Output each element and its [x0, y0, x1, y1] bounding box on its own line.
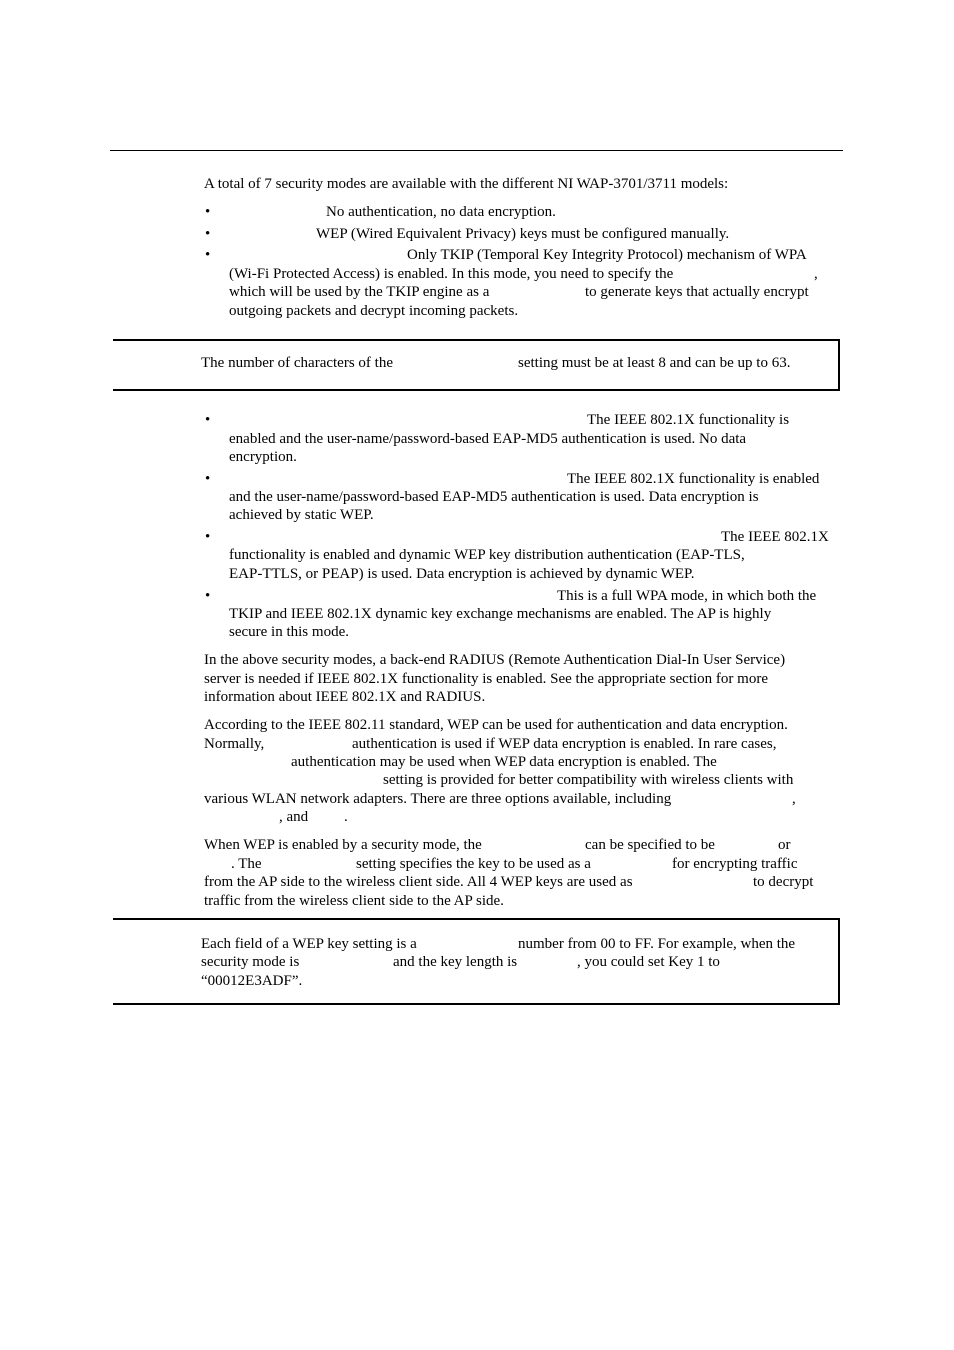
note-wep-key-text: “00012E3ADF”. — [201, 973, 303, 989]
mode-wpa-line: This is a full WPA mode, in which both the — [557, 588, 817, 604]
note-passphrase-text: setting must be at least 8 and can be up to 63. — [518, 355, 791, 371]
wep-line: or — [778, 837, 791, 853]
auth-line: authentication is used if WEP data encryption is enabled. In rare cases, — [352, 736, 777, 752]
mode-wpa-psk-line: (Wi-Fi Protected Access) is enabled. In this mode, you need to specify the — [229, 266, 674, 282]
auth-line: According to the IEEE 802.11 standard, WEP can be used for authentication and data encryption. — [204, 717, 788, 733]
radius-line: information about IEEE 802.1X and RADIUS. — [204, 689, 486, 705]
radius-line: server is needed if IEEE 802.1X functionality is enabled. See the appropriate section for more — [204, 671, 768, 687]
note-wep-key-text: and the key length is — [393, 954, 518, 970]
mode-8021x-line: The IEEE 802.1X functionality is — [587, 412, 790, 428]
wep-line: setting specifies the key to be used as a — [356, 856, 591, 872]
mode-wpa-line: secure in this mode. — [229, 624, 349, 640]
radius-line: In the above security modes, a back-end RADIUS (Remote Authentication Dial-In User Service) — [204, 652, 786, 668]
mode-8021x-line: encryption. — [229, 449, 297, 465]
mode-static-wep-text: WEP (Wired Equivalent Privacy) keys must be configured manually. — [316, 226, 730, 242]
mode-wpa-psk-line: to generate keys that actually encrypt — [585, 284, 809, 300]
mode-8021x-static-wep-line: and the user-name/password-based EAP-MD5 authentication is used. Data encryption is — [229, 489, 759, 505]
wep-line: for encrypting traffic — [672, 856, 798, 872]
wep-line: traffic from the wireless client side to the AP side. — [204, 893, 504, 909]
mode-8021x-line: enabled and the user-name/password-based EAP-MD5 authentication is used. No data — [229, 431, 747, 447]
note-passphrase-text: The number of characters of the — [201, 355, 393, 371]
bullet-icon: • — [205, 471, 211, 487]
header-rule — [110, 150, 843, 151]
bullet-icon: • — [205, 247, 211, 263]
wep-line: . The — [231, 856, 262, 872]
note-wep-key-text: security mode is — [201, 954, 300, 970]
auth-line: , and — [279, 809, 309, 825]
mode-wpa-psk-line: which will be used by the TKIP engine as a — [229, 284, 490, 300]
mode-8021x-dynamic-wep-line: functionality is enabled and dynamic WEP key distribution authentication (EAP-TLS, — [229, 547, 745, 563]
wep-line: can be specified to be — [585, 837, 715, 853]
mode-8021x-static-wep-line: achieved by static WEP. — [229, 507, 374, 523]
intro-paragraph: A total of 7 security modes are available with the different NI WAP-3701/3711 models: — [204, 176, 729, 192]
mode-8021x-static-wep-line: The IEEE 802.1X functionality is enabled — [567, 471, 820, 487]
bullet-icon: • — [205, 204, 211, 220]
mode-wpa-psk-line: outgoing packets and decrypt incoming packets. — [229, 303, 519, 319]
auth-line: setting is provided for better compatibility with wireless clients with — [383, 772, 794, 788]
note-wep-key-text: Each field of a WEP key setting is a — [201, 936, 417, 952]
bullet-icon: • — [205, 412, 211, 428]
note-wep-key-text: , you could set Key 1 to — [577, 954, 720, 970]
auth-line: , — [792, 791, 796, 807]
mode-wpa-psk-line: Only TKIP (Temporal Key Integrity Protocol) mechanism of WPA — [407, 247, 807, 263]
bullet-icon: • — [205, 226, 211, 242]
mode-8021x-dynamic-wep-line: The IEEE 802.1X — [721, 529, 829, 545]
note-wep-key-text: number from 00 to FF. For example, when the — [518, 936, 796, 952]
auth-line: authentication may be used when WEP data encryption is enabled. The — [291, 754, 717, 770]
bullet-icon: • — [205, 529, 211, 545]
mode-wpa-psk-line: , — [814, 266, 818, 282]
auth-line: various WLAN network adapters. There are three options available, including — [204, 791, 672, 807]
mode-none-text: No authentication, no data encryption. — [326, 204, 556, 220]
auth-line: Normally, — [204, 736, 265, 752]
wep-line: to decrypt — [753, 874, 814, 890]
auth-line: . — [344, 809, 348, 825]
wep-line: When WEP is enabled by a security mode, the — [204, 837, 482, 853]
bullet-icon: • — [205, 588, 211, 604]
wep-line: from the AP side to the wireless client side. All 4 WEP keys are used as — [204, 874, 633, 890]
mode-wpa-line: TKIP and IEEE 802.1X dynamic key exchange mechanisms are enabled. The AP is highly — [229, 606, 772, 622]
mode-8021x-dynamic-wep-line: EAP-TTLS, or PEAP) is used. Data encryption is achieved by dynamic WEP. — [229, 566, 695, 582]
